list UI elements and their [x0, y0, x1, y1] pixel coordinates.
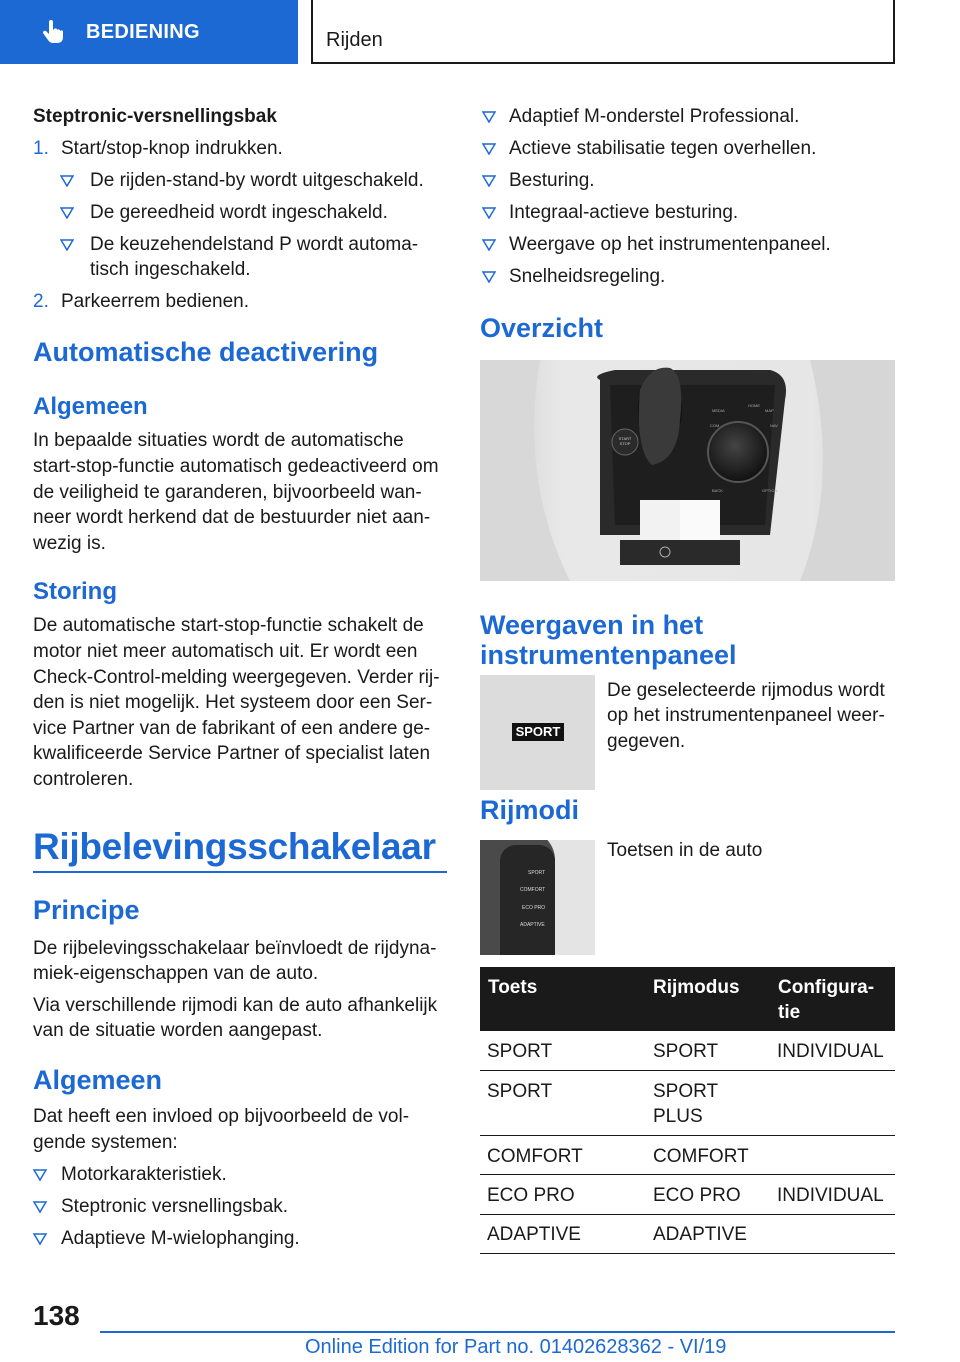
paragraph-line: In bepaalde situaties wordt de automatische: [33, 430, 404, 451]
table-cell: INDIVIDUAL: [777, 1041, 884, 1062]
heading-general: Algemeen: [33, 393, 148, 420]
heading-overview: Overzicht: [480, 313, 604, 343]
instrument-display-image: [480, 675, 595, 790]
panel-button-adaptive: ADAPTIVE: [520, 922, 545, 928]
table-header: [480, 967, 895, 1031]
mode-buttons-photo: [480, 840, 595, 955]
svg-text:START: START: [618, 436, 632, 441]
list-item: De rijden-stand-by wordt uitgeschakeld.: [90, 170, 424, 191]
table-header-cell: Rijmodus: [653, 977, 740, 998]
list-item: Steptronic versnellingsbak.: [61, 1196, 289, 1217]
paragraph-line: op het instrumentenpaneel weer-: [607, 705, 885, 726]
paragraph-line: Toetsen in de auto: [607, 840, 763, 861]
paragraph-line: controleren.: [33, 769, 134, 790]
sport-mode-badge: SPORT: [512, 723, 564, 741]
section-header-title: Rijden: [326, 29, 383, 51]
step-text: Start/stop-knop indrukken.: [61, 138, 283, 159]
table-cell: ECO PRO: [653, 1185, 741, 1206]
paragraph-line: De automatische start-stop-functie schakelt de: [33, 615, 424, 636]
table-header-cell: Configura-: [778, 977, 875, 998]
list-item: Motorkarakteristiek.: [61, 1164, 227, 1185]
paragraph-line: neer wordt herkend dat de bestuurder niet aan-: [33, 507, 431, 528]
section-header-box: [311, 0, 895, 64]
bullet-triangle-icon: [60, 239, 74, 251]
list-item: Besturing.: [509, 170, 595, 191]
bullet-triangle-icon: [482, 271, 496, 283]
table-cell: PLUS: [653, 1106, 703, 1127]
page-number: 138: [33, 1300, 80, 1331]
svg-text:HOME: HOME: [748, 403, 760, 408]
hand-pointer-icon: [40, 19, 66, 45]
svg-text:MEDIA: MEDIA: [712, 408, 725, 413]
svg-text:OPTION: OPTION: [762, 488, 778, 493]
svg-text:MAP: MAP: [765, 408, 774, 413]
bullet-triangle-icon: [482, 207, 496, 219]
list-item: Integraal-actieve besturing.: [509, 202, 739, 223]
paragraph-line: vice Partner van de fabrikant of een andere ge-: [33, 718, 431, 739]
heading-general-2: Algemeen: [33, 1065, 163, 1095]
table-row-divider: [480, 1070, 895, 1071]
steptronic-title: Steptronic-versnellingsbak: [33, 106, 277, 127]
paragraph-line: De rijbelevingsschakelaar beïnvloedt de rijdyna-: [33, 938, 437, 959]
paragraph-line: Via verschillende rijmodi kan de auto afhankelijk: [33, 995, 438, 1016]
step-number: 2.: [33, 291, 49, 312]
list-item: Adaptief M-onderstel Professional.: [509, 106, 800, 127]
svg-text:BACK: BACK: [712, 488, 723, 493]
bullet-triangle-icon: [60, 207, 74, 219]
footer-edition: Online Edition for Part no. 01402628362 - VI/19: [305, 1336, 727, 1358]
list-item: Snelheidsregeling.: [509, 266, 666, 287]
list-item: tisch ingeschakeld.: [90, 259, 251, 280]
table-cell: COMFORT: [487, 1146, 583, 1167]
table-row-divider: [480, 1214, 895, 1215]
table-cell: SPORT: [487, 1081, 553, 1102]
svg-text:STOP: STOP: [619, 441, 631, 446]
list-item: Weergave op het instrumentenpaneel.: [509, 234, 831, 255]
panel-button-comfort: COMFORT: [520, 887, 546, 893]
table-cell: INDIVIDUAL: [777, 1185, 884, 1206]
table-cell: ADAPTIVE: [487, 1224, 581, 1245]
bullet-triangle-icon: [60, 175, 74, 187]
section-title: Rijbelevingsschakelaar: [33, 826, 436, 867]
table-row-divider: [480, 1135, 895, 1136]
paragraph-line: Check-Control-melding weergegeven. Verder rij-: [33, 667, 440, 688]
center-console-photo: [480, 360, 895, 581]
paragraph-line: wezig is.: [33, 533, 106, 554]
paragraph-line: De geselecteerde rijmodus wordt: [607, 680, 885, 701]
table-cell: ADAPTIVE: [653, 1224, 747, 1245]
step-number: 1.: [33, 138, 49, 159]
paragraph-line: de veiligheid te garanderen, bijvoorbeeld wan-: [33, 482, 422, 503]
table-cell: COMFORT: [653, 1146, 749, 1167]
footer-divider: [100, 1331, 895, 1333]
list-item: Adaptieve M-wielophanging.: [61, 1228, 300, 1249]
panel-button-sport: SPORT: [528, 870, 546, 876]
paragraph-line: kwalificeerde Service Partner of specialist laten: [33, 743, 431, 764]
svg-text:COM: COM: [710, 423, 720, 428]
paragraph-line: den is niet mogelijk. Het systeem door een Ser-: [33, 692, 433, 713]
heading-displays-line2: instrumentenpaneel: [480, 640, 737, 670]
heading-principle: Principe: [33, 895, 140, 925]
paragraph-line: motor niet meer automatisch uit. Er wordt een: [33, 641, 418, 662]
table-cell: SPORT: [487, 1041, 553, 1062]
list-item: De gereedheid wordt ingeschakeld.: [90, 202, 388, 223]
bullet-triangle-icon: [482, 239, 496, 251]
heading-driving-modes: Rijmodi: [480, 795, 579, 825]
panel-button-eco-pro: ECO PRO: [522, 905, 546, 911]
list-item: Actieve stabilisatie tegen overhellen.: [509, 138, 817, 159]
step-text: Parkeerrem bedienen.: [61, 291, 249, 312]
bullet-triangle-icon: [33, 1233, 47, 1245]
paragraph-line: gende systemen:: [33, 1132, 178, 1153]
table-row-divider: [480, 1174, 895, 1175]
paragraph-line: van de situatie worden aangepast.: [33, 1020, 323, 1041]
paragraph-line: miek-eigenschappen van de auto.: [33, 963, 319, 984]
paragraph-line: start-stop-functie automatisch gedeactiveerd om: [33, 456, 439, 477]
paragraph-line: gegeven.: [607, 731, 686, 752]
heading-malfunction: Storing: [33, 578, 117, 605]
table-cell: ECO PRO: [487, 1185, 575, 1206]
list-item: De keuzehendelstand P wordt automa-: [90, 234, 419, 255]
section-divider: [33, 871, 447, 873]
bullet-triangle-icon: [482, 175, 496, 187]
table-cell: SPORT: [653, 1041, 719, 1062]
svg-text:NAV: NAV: [770, 423, 778, 428]
heading-auto-deactivation: Automatische deactivering: [33, 337, 379, 367]
heading-displays: Weergaven in het: [480, 610, 704, 640]
table-cell: SPORT: [653, 1081, 719, 1102]
table-header-cell: tie: [778, 1002, 801, 1023]
chapter-tab-label: BEDIENING: [86, 20, 200, 43]
paragraph-line: Dat heeft een invloed op bijvoorbeeld de vol-: [33, 1106, 410, 1127]
table-row-divider: [480, 1253, 895, 1254]
chapter-tab[interactable]: [0, 0, 298, 64]
bullet-triangle-icon: [482, 111, 496, 123]
bullet-triangle-icon: [482, 143, 496, 155]
table-header-cell: Toets: [488, 977, 538, 998]
bullet-triangle-icon: [33, 1169, 47, 1181]
bullet-triangle-icon: [33, 1201, 47, 1213]
